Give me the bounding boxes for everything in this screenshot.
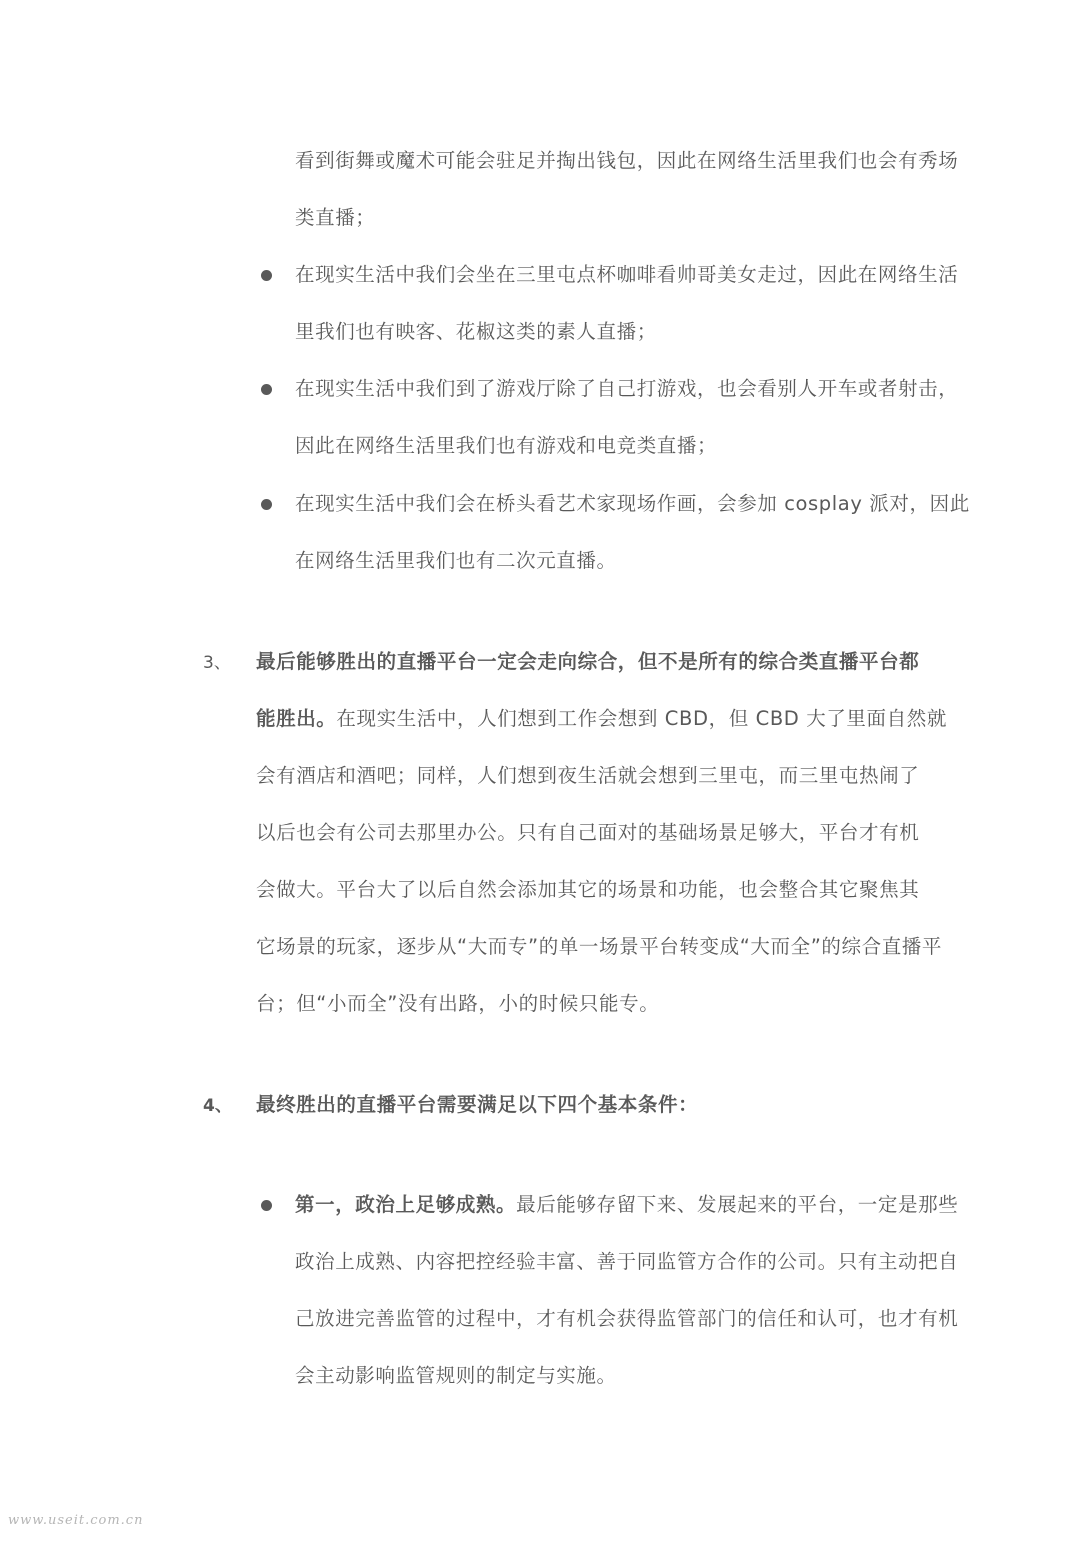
watermark: www.useit.com.cn bbox=[8, 1513, 144, 1528]
paragraph-line: 台；但“小而全”没有出路，小的时候只能专。 bbox=[256, 992, 660, 1015]
list-item-line: 看到街舞或魔术可能会驻足并掏出钱包，因此在网络生活里我们也会有秀场 bbox=[295, 149, 959, 172]
bullet-icon bbox=[261, 1200, 272, 1211]
paragraph-line: 会有酒店和酒吧；同样，人们想到夜生活就会想到三里屯，而三里屯热闹了 bbox=[256, 764, 920, 787]
section-number: 4、 bbox=[203, 1096, 232, 1116]
section-heading-end: 能胜出。 bbox=[256, 707, 337, 730]
section-heading: 最终胜出的直播平台需要满足以下四个基本条件： bbox=[256, 1093, 699, 1116]
paragraph-line bbox=[256, 706, 947, 732]
list-item-line: 在现实生活中我们到了游戏厅除了自己打游戏，也会看别人开车或者射击， bbox=[295, 377, 959, 400]
paragraph-line: 会做大。平台大了以后自然会添加其它的场景和功能，也会整合其它聚焦其 bbox=[256, 878, 920, 901]
list-item-line: 政治上成熟、内容把控经验丰富、善于同监管方合作的公司。只有主动把自 bbox=[295, 1250, 959, 1273]
bullet-icon bbox=[261, 384, 272, 395]
list-item-line bbox=[295, 1192, 958, 1218]
paragraph-line: 它场景的玩家，逐步从“大而专”的单一场景平台转变成“大而全”的综合直播平 bbox=[256, 935, 943, 958]
section-number: 3、 bbox=[203, 653, 231, 673]
list-item-line: 在网络生活里我们也有二次元直播。 bbox=[295, 549, 617, 572]
list-item-line: 因此在网络生活里我们也有游戏和电竞类直播； bbox=[295, 434, 718, 457]
bullet-heading: 第一，政治上足够成熟。 bbox=[295, 1193, 517, 1216]
list-item-line: 己放进完善监管的过程中，才有机会获得监管部门的信任和认可，也才有机 bbox=[295, 1307, 959, 1330]
list-item-line: 在现实生活中我们会坐在三里屯点杯咖啡看帅哥美女走过，因此在网络生活 bbox=[295, 263, 959, 286]
list-item-line: 里我们也有映客、花椒这类的素人直播； bbox=[295, 320, 657, 343]
section-heading: 最后能够胜出的直播平台一定会走向综合，但不是所有的综合类直播平台都 bbox=[256, 650, 920, 673]
bullet-text: 最后能够存留下来、发展起来的平台，一定是那些 bbox=[516, 1193, 959, 1216]
bullet-icon bbox=[261, 499, 272, 510]
list-item-line: 会主动影响监管规则的制定与实施。 bbox=[295, 1364, 617, 1387]
bullet-icon bbox=[261, 270, 272, 281]
paragraph-line: 以后也会有公司去那里办公。只有自己面对的基础场景足够大，平台才有机 bbox=[256, 821, 920, 844]
paragraph-text: 在现实生活中，人们想到工作会想到 CBD，但 CBD 大了里面自然就 bbox=[336, 707, 947, 730]
list-item-line: 类直播； bbox=[295, 206, 376, 229]
list-item-line: 在现实生活中我们会在桥头看艺术家现场作画，会参加 cosplay 派对，因此 bbox=[295, 492, 970, 515]
